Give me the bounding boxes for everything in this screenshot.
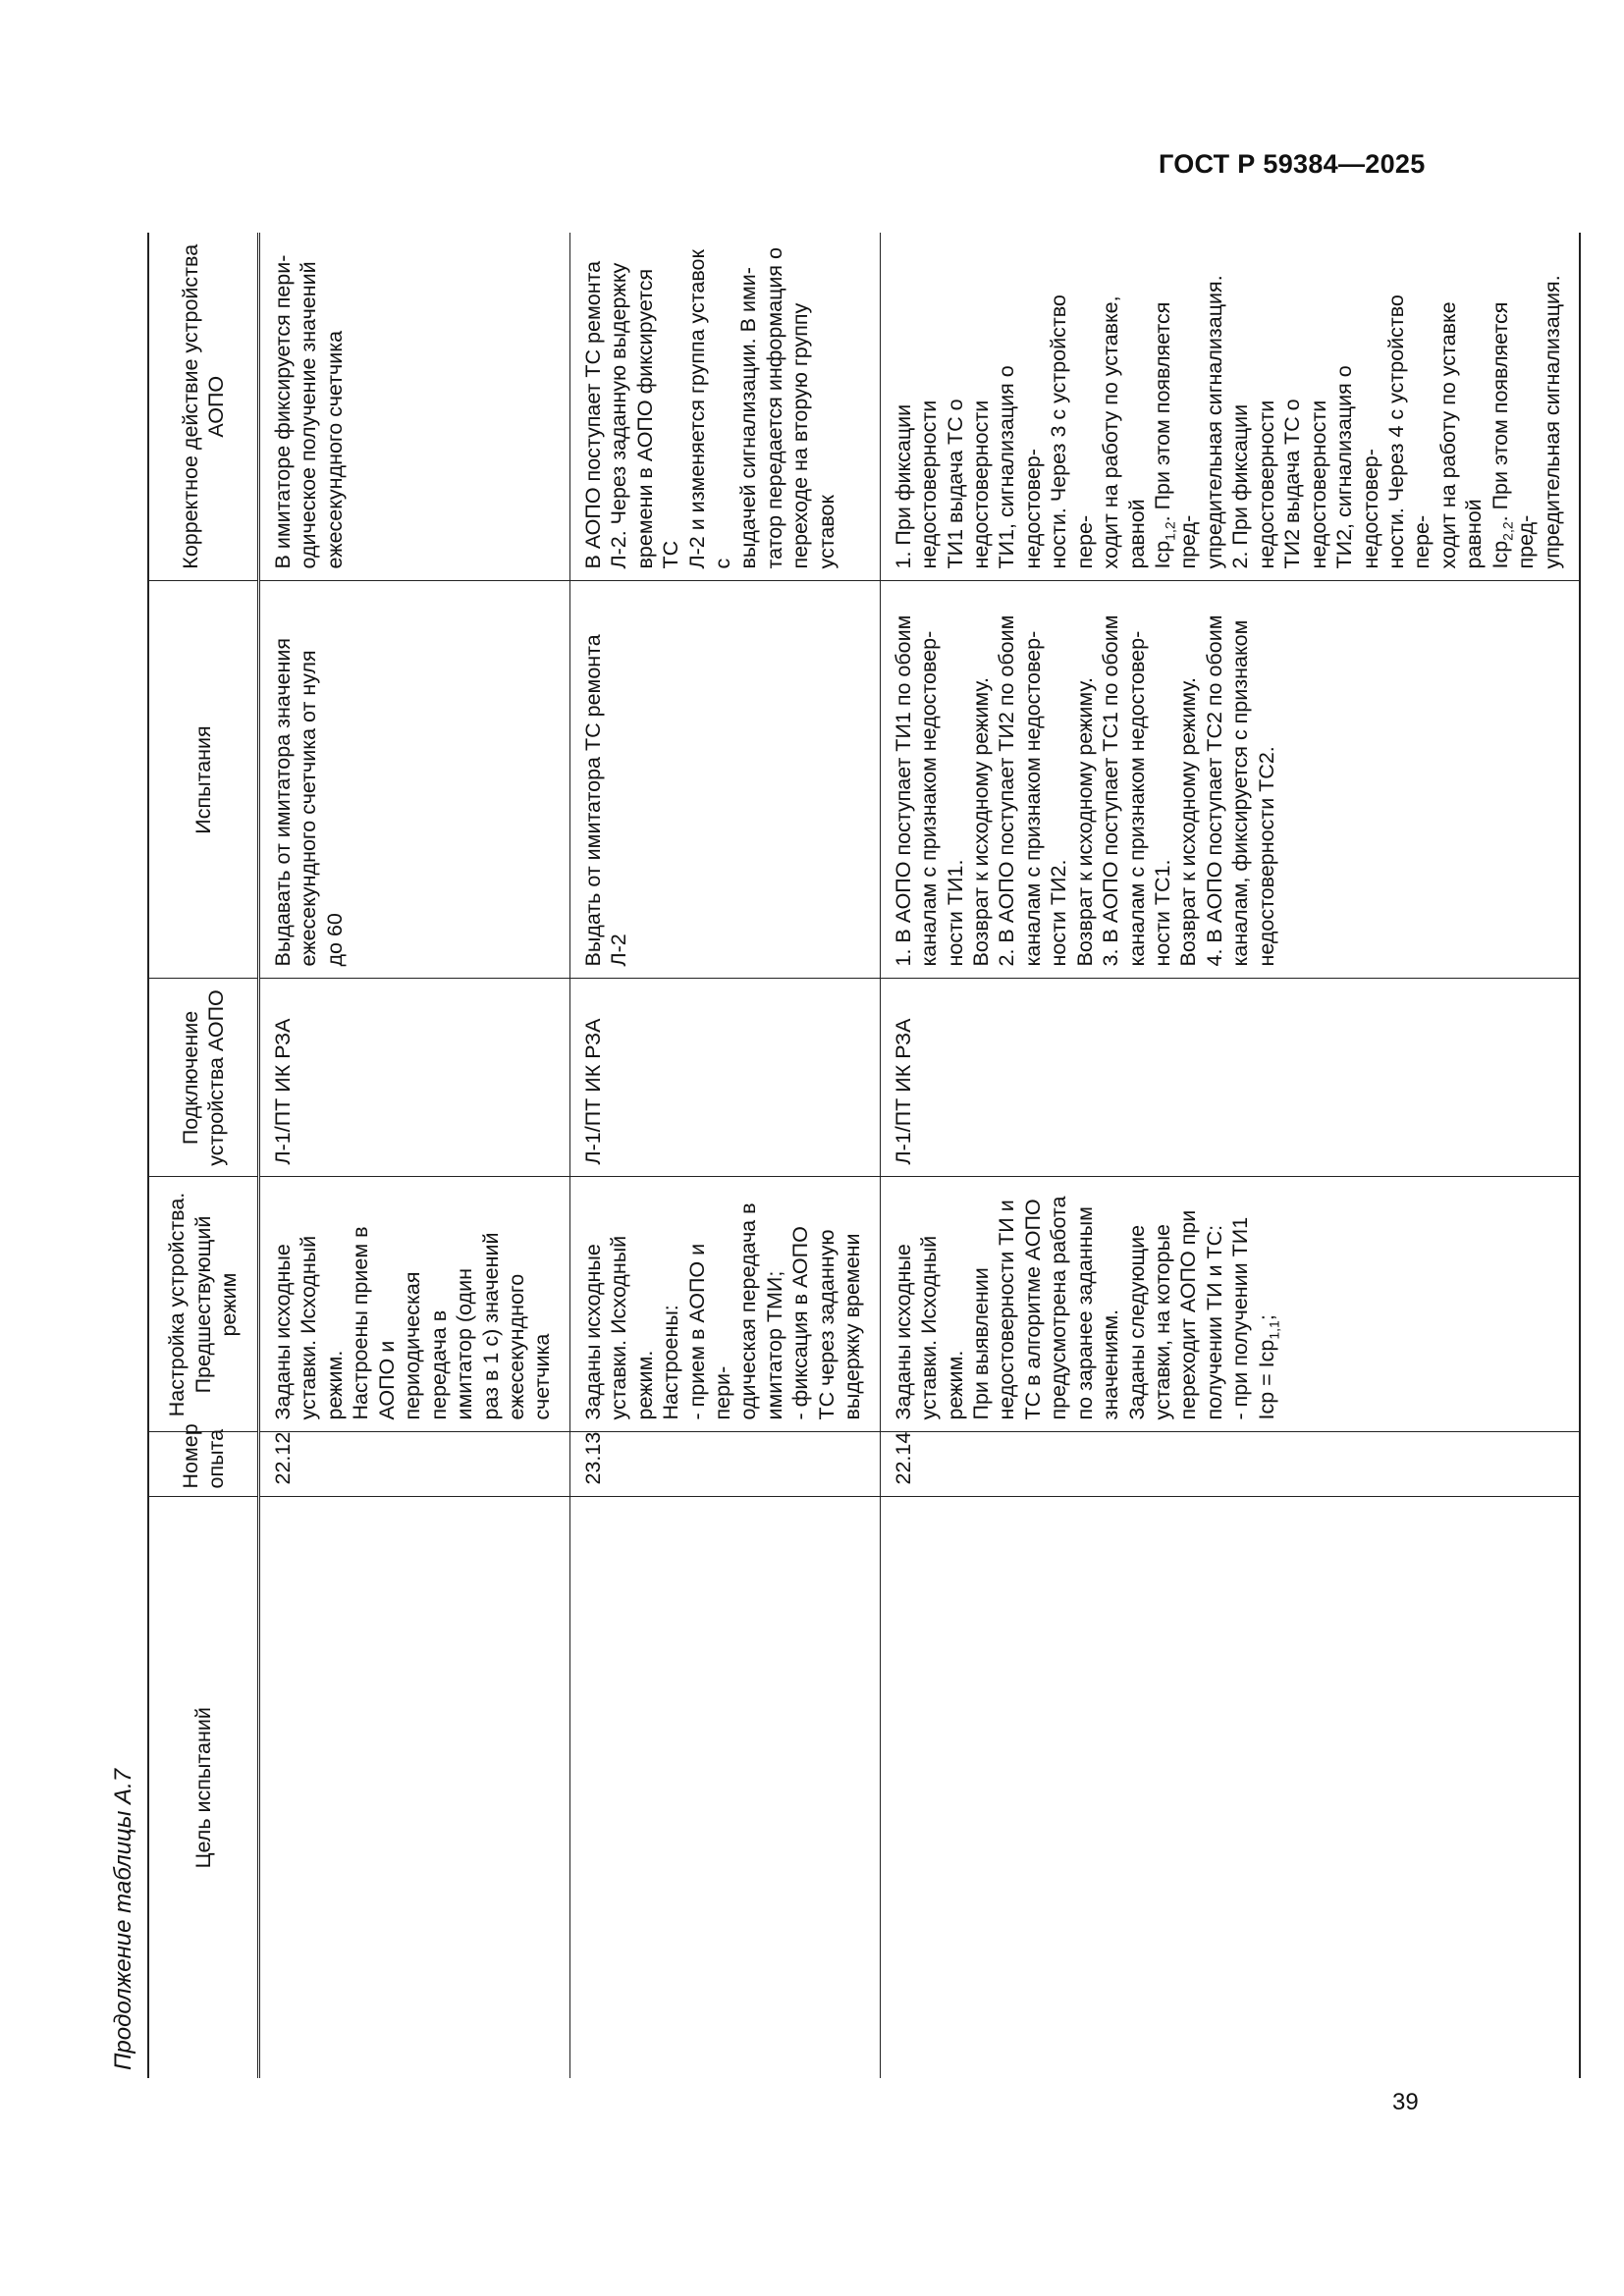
cell-line: ТС через заданную: [814, 1229, 839, 1420]
cell-line: 3. В АОПО поступает ТС1 по обоим: [1099, 614, 1123, 967]
cell-line: одическое получение значений: [297, 261, 321, 569]
cell-line: Выдавать от имитатора значения: [271, 637, 295, 967]
cell-tests: [259, 581, 570, 979]
column-header: [148, 581, 259, 979]
column-header-line: устройства АОПО: [204, 989, 228, 1166]
cell-line: Л-2 и изменяется группа уставок с: [684, 249, 734, 569]
cell-line: Заданы исходные: [891, 1244, 915, 1420]
cell-line: ходит на работу по уставке, равной: [1099, 295, 1149, 569]
cell-line: 2. При фиксации недостоверности: [1228, 400, 1278, 569]
cell-line: - фиксация в АОПО: [788, 1226, 813, 1420]
column-header-line: опыта: [204, 1428, 228, 1489]
cell-line: Л-2. Через заданную выдержку: [607, 262, 631, 569]
cell-line: одическая передача в: [736, 1202, 761, 1420]
cell-action: [259, 233, 570, 581]
cell-number: 23.13: [569, 1432, 880, 1497]
cell-goal: [880, 1497, 1580, 2078]
cell-line: передача в: [426, 1309, 451, 1420]
cell-line: уставки. Исходный: [607, 1235, 631, 1420]
cell-line: ности ТИ1.: [943, 859, 967, 967]
cell-line: АОПО и периодическая: [374, 1271, 425, 1420]
cell-line: Возврат к исходному режиму.: [1072, 676, 1097, 967]
cell-line: ТИ2 выдача ТС о недостоверности: [1280, 399, 1330, 569]
cell-goal: [259, 1497, 570, 2078]
cell-connection: Л-1/ПТ ИК РЗА: [569, 979, 880, 1177]
column-header-line: Подключение: [178, 1010, 202, 1146]
table-caption: Продолжение таблицы А.7: [110, 1768, 136, 2070]
cell-line: получении ТИ и ТС:: [1202, 1224, 1226, 1420]
table-row: [569, 233, 880, 2078]
cell-line: режим.: [322, 1350, 347, 1420]
column-header-line: Настройка устройства.: [165, 1192, 189, 1417]
cell-line: выдачей сигнализации. В ими-: [736, 267, 761, 569]
document-header: ГОСТ Р 59384—2025: [1159, 149, 1426, 179]
cell-action: [569, 233, 880, 581]
table-header-row: [148, 233, 259, 2078]
cell-line: ежесекундного счетчика: [504, 1273, 555, 1420]
test-table: [147, 233, 1581, 2078]
column-header: [148, 1497, 259, 2078]
column-header-line: Предшествующий режим: [190, 1215, 242, 1394]
cell-tests: [569, 581, 880, 979]
cell-line: ТИ1, сигнализация о недостовер-: [995, 365, 1045, 569]
cell-connection: Л-1/ПТ ИК РЗА: [880, 979, 1580, 1177]
cell-line: ежесекундного счетчика: [322, 330, 347, 569]
cell-line: каналам, фиксируется с признаком: [1228, 619, 1253, 967]
cell-line: ежесекундного счетчика от нуля: [297, 650, 321, 967]
cell-line: Заданы следующие: [1124, 1224, 1149, 1420]
cell-line: ности. Через 3 с устройство пере-: [1047, 294, 1097, 569]
cell-line: - при получении ТИ1: [1228, 1216, 1253, 1420]
cell-line: ТИ1 выдача ТС о недостоверности: [943, 399, 993, 569]
cell-line: При выявлении: [968, 1267, 993, 1420]
cell-line: ходит на работу по уставке равной: [1435, 301, 1487, 569]
cell-line: Iср$_{1,2}$. При этом появляется пред-: [1151, 301, 1201, 569]
page-number: 39: [1392, 2089, 1419, 2115]
cell-line: каналам с признаком недостовер-: [1124, 630, 1149, 967]
cell-line: 1. В АОПО поступает ТИ1 по обоим: [891, 614, 915, 967]
cell-connection: Л-1/ПТ ИК РЗА: [259, 979, 570, 1177]
cell-line: 2. В АОПО поступает ТИ2 по обоим: [995, 614, 1019, 967]
cell-line: ности. Через 4 с устройство пере-: [1383, 294, 1435, 569]
cell-line: Iср = Iср$_{1,1}$;: [1254, 1314, 1282, 1420]
cell-line: каналам с признаком недостовер-: [1020, 630, 1045, 967]
cell-number: 22.14: [880, 1432, 1580, 1497]
cell-line: В АОПО поступает ТС ремонта: [580, 260, 605, 569]
cell-line: Возврат к исходному режиму.: [1176, 676, 1201, 967]
cell-line: упредительная сигнализация.: [1202, 275, 1226, 569]
cell-line: Заданы исходные: [580, 1244, 605, 1420]
column-header-line: Корректное действие устройства: [178, 243, 202, 569]
cell-number: 22.12: [259, 1432, 570, 1497]
cell-line: режим.: [943, 1350, 967, 1420]
cell-line: предусмотрена работа: [1047, 1196, 1071, 1420]
cell-line: Выдать от имитатора ТС ремонта: [580, 634, 605, 967]
cell-line: по заранее заданным: [1072, 1206, 1097, 1420]
rotated-table-area: [110, 233, 1564, 2078]
cell-line: Iср$_{2,2}$. При этом появляется пред-: [1488, 301, 1539, 569]
column-header-line: Номер: [178, 1423, 202, 1489]
cell-line: недостоверности ТС2.: [1254, 746, 1278, 967]
cell-line: режим.: [632, 1350, 657, 1420]
column-header-line: АОПО: [204, 375, 228, 438]
cell-line: Настроены прием в: [349, 1226, 373, 1420]
column-header: [148, 979, 259, 1177]
cell-line: уставки, на которые: [1151, 1224, 1174, 1420]
cell-line: В имитаторе фиксируется пери-: [271, 254, 295, 569]
cell-line: ТИ2, сигнализация о недостовер-: [1332, 365, 1382, 569]
cell-action: [880, 233, 1580, 581]
cell-line: имитатор (один: [453, 1268, 477, 1420]
cell-line: Л-2: [607, 934, 631, 967]
cell-line: ности ТИ2.: [1047, 859, 1071, 967]
cell-line: Настроены:: [659, 1305, 683, 1420]
table-row: [259, 233, 570, 2078]
cell-line: уставки. Исходный: [917, 1235, 942, 1420]
cell-line: - прием в АОПО и пери-: [684, 1243, 734, 1420]
cell-line: ТС в алгоритме АОПО: [1020, 1199, 1045, 1420]
cell-setup: [259, 1177, 570, 1432]
cell-line: 1. При фиксации недостоверности: [891, 400, 942, 569]
cell-line: значениям.: [1099, 1308, 1123, 1420]
column-header-line: Испытания: [190, 725, 215, 834]
cell-line: упредительная сигнализация.: [1540, 275, 1564, 569]
cell-line: до 60: [322, 913, 347, 967]
cell-goal: [569, 1497, 880, 2078]
cell-line: уставки. Исходный: [297, 1235, 321, 1420]
table-row: [880, 233, 1580, 2078]
cell-line: 4. В АОПО поступает ТС2 по обоим: [1202, 614, 1226, 967]
cell-setup: [880, 1177, 1580, 1432]
cell-line: выдержку времени: [840, 1233, 865, 1420]
column-header: [148, 1423, 259, 1497]
cell-tests: [880, 581, 1580, 979]
cell-line: недостоверности ТИ и: [995, 1200, 1019, 1420]
column-header: [148, 233, 259, 581]
cell-line: имитатор ТМИ;: [762, 1270, 786, 1420]
cell-line: каналам с признаком недостовер-: [917, 630, 942, 967]
cell-line: времени в АОПО фиксируется ТС: [632, 268, 683, 569]
cell-line: Возврат к исходному режиму.: [968, 676, 993, 967]
cell-line: переходе на вторую группу уставок: [788, 302, 839, 569]
cell-line: переходит АОПО при: [1176, 1209, 1201, 1420]
cell-line: татор передается информация о: [762, 247, 786, 569]
column-header-line: Цель испытаний: [190, 1707, 215, 1869]
cell-line: Заданы исходные: [271, 1244, 295, 1420]
cell-line: ности ТС1.: [1151, 859, 1174, 967]
cell-setup: [569, 1177, 880, 1432]
column-header: [148, 1177, 259, 1432]
cell-line: раз в 1 с) значений: [478, 1232, 503, 1420]
